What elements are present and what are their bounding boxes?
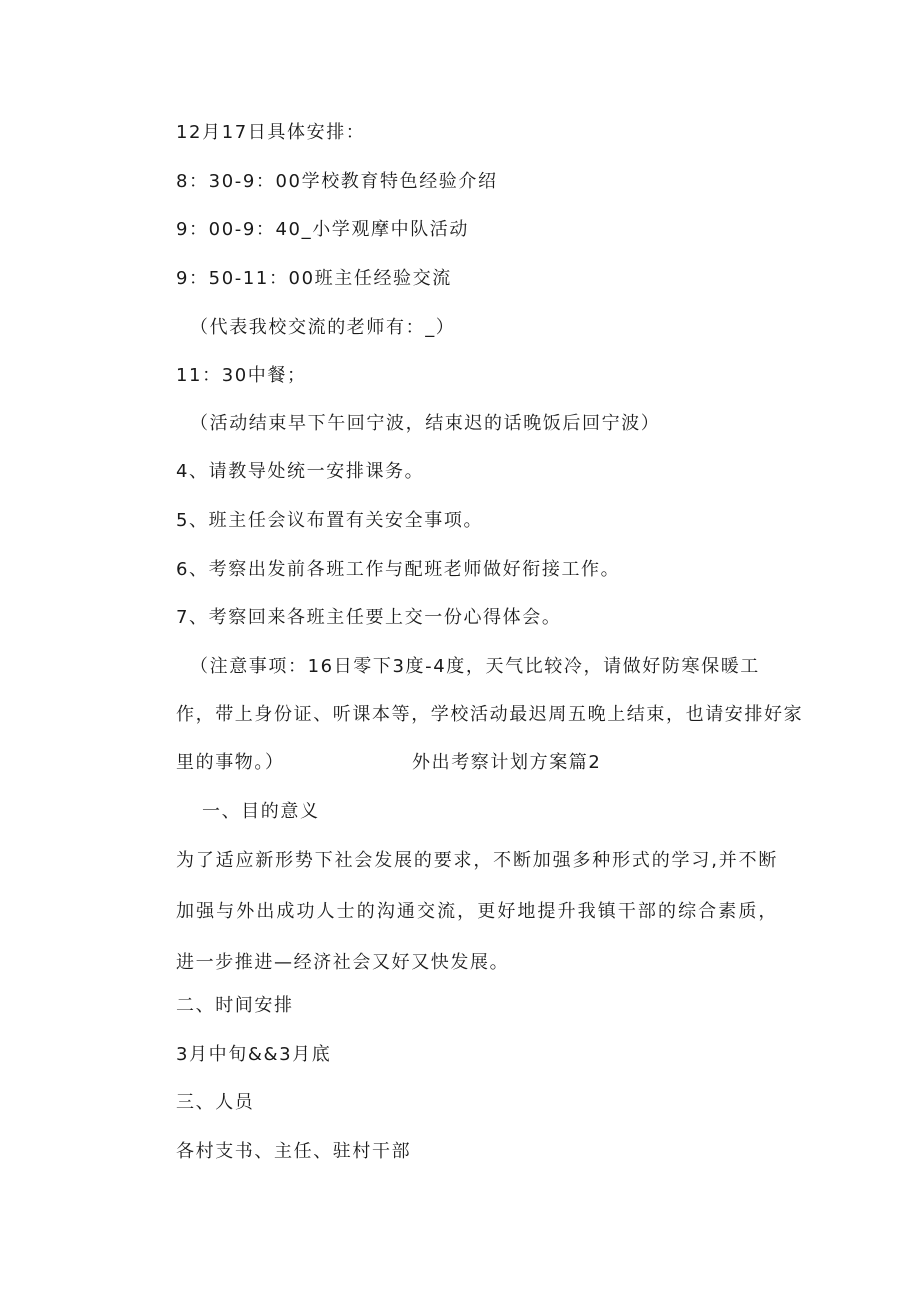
note-line: 作，带上身份证、听课本等，学校活动最迟周五晚上结束，也请安排好家 xyxy=(176,704,804,725)
schedule-item: 11：30中餐； xyxy=(176,365,307,386)
schedule-item: 9：00-9：40_小学观摩中队活动 xyxy=(176,219,470,240)
schedule-item: （代表我校交流的老师有：_） xyxy=(190,317,456,338)
section-body: 各村支书、主任、驻村干部 xyxy=(176,1141,412,1162)
section-title: 外出考察计划方案篇2 xyxy=(412,752,602,773)
schedule-item: 9：50-11：00班主任经验交流 xyxy=(176,268,452,289)
schedule-title: 12月17日具体安排： xyxy=(176,122,366,143)
schedule-item: 8：30-9：00学校教育特色经验介绍 xyxy=(176,171,498,192)
purpose-paragraph: 为了适应新形势下社会发展的要求，不断加强多种形式的学习,并不断加强与外出成功人士的沟通交流，更好地提升我镇干部的综合素质，进一步推进—经济社会又好又快发展。 xyxy=(176,850,778,973)
list-item: 4、请教导处统一安排课务。 xyxy=(176,461,425,482)
schedule-item: （活动结束早下午回宁波，结束迟的话晚饭后回宁波） xyxy=(190,413,661,434)
section-heading: 二、时间安排 xyxy=(176,995,294,1016)
list-item: 7、考察回来各班主任要上交一份心得体会。 xyxy=(176,607,562,628)
section-body: 3月中旬&&3月底 xyxy=(176,1044,332,1065)
list-item: 6、考察出发前各班工作与配班老师做好衔接工作。 xyxy=(176,559,621,580)
note-line: 里的事物。） xyxy=(176,752,285,773)
section-heading: 一、目的意义 xyxy=(202,801,320,822)
section-heading: 三、人员 xyxy=(176,1092,255,1113)
list-item: 5、班主任会议布置有关安全事项。 xyxy=(176,510,484,531)
note-line: （注意事项：16日零下3度-4度，天气比较冷，请做好防寒保暖工 xyxy=(190,656,760,677)
